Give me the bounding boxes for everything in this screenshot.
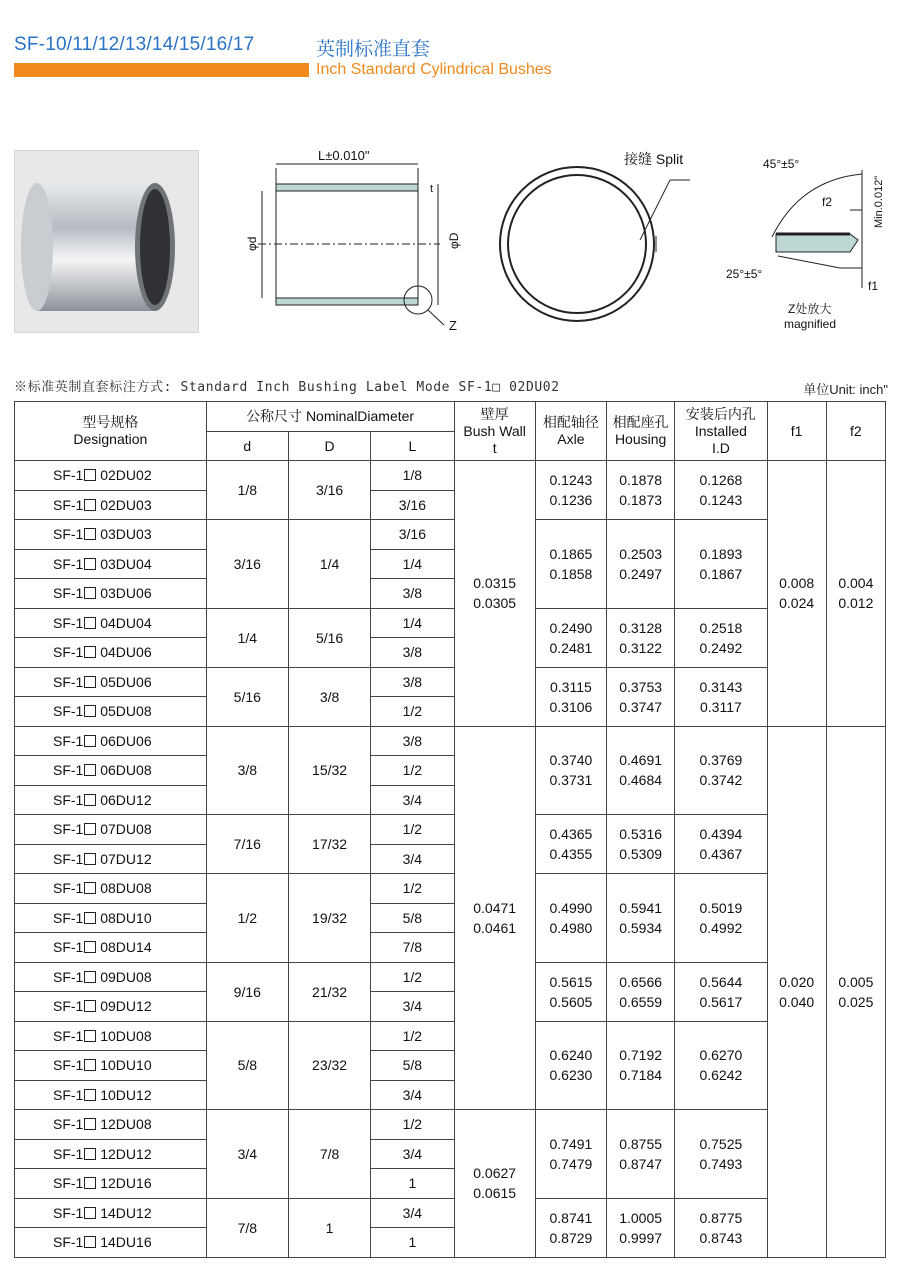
designation-cell: SF-1 08DU14 xyxy=(15,933,207,963)
split-label: 接缝 Split xyxy=(624,151,684,167)
placeholder-box-icon xyxy=(84,764,96,776)
header-axle: 相配轴径 Axle xyxy=(535,402,606,461)
housing-cell: 0.3753 0.3747 xyxy=(607,667,675,726)
installed-id-cell: 0.7525 0.7493 xyxy=(675,1110,767,1199)
placeholder-box-icon xyxy=(84,735,96,747)
designation-cell: SF-1 04DU06 xyxy=(15,638,207,668)
nominal-d-cell: 3/8 xyxy=(206,726,288,815)
designation-cell: SF-1 02DU03 xyxy=(15,490,207,520)
table-row xyxy=(15,1021,886,1051)
placeholder-box-icon xyxy=(84,941,96,953)
length-cell: 3/4 xyxy=(371,1198,454,1228)
label-mode-note: ※标准英制直套标注方式: Standard Inch Bushing Label Mode SF-1□ 02DU02 xyxy=(14,380,560,395)
installed-id-cell: 0.5644 0.5617 xyxy=(675,962,767,1021)
outer-diameter-label: φD xyxy=(447,232,461,249)
header-installed: 安装后内孔 Installed I.D xyxy=(675,402,767,461)
placeholder-box-icon xyxy=(84,823,96,835)
housing-cell: 0.5941 0.5934 xyxy=(607,874,675,963)
installed-id-cell: 0.2518 0.2492 xyxy=(675,608,767,667)
designation-cell: SF-1 03DU06 xyxy=(15,579,207,609)
nominal-d-cell: 1/8 xyxy=(206,461,288,520)
placeholder-box-icon xyxy=(84,882,96,894)
length-dimension: L±0.010" xyxy=(318,148,370,163)
designation-cell: SF-1 12DU08 xyxy=(15,1110,207,1140)
axle-cell: 0.6240 0.6230 xyxy=(535,1021,606,1110)
designation-cell: SF-1 03DU03 xyxy=(15,520,207,550)
nominal-d-cell: 5/16 xyxy=(206,667,288,726)
length-cell: 1/4 xyxy=(371,608,454,638)
housing-cell: 0.4691 0.4684 xyxy=(607,726,675,815)
nominal-D-cell: 5/16 xyxy=(288,608,370,667)
nominal-d-cell: 7/8 xyxy=(206,1198,288,1257)
length-cell: 1 xyxy=(371,1228,454,1258)
placeholder-box-icon xyxy=(84,499,96,511)
inner-diameter-label: φd xyxy=(245,236,259,251)
placeholder-box-icon xyxy=(84,1059,96,1071)
f1-cell: 0.008 0.024 xyxy=(767,461,826,727)
installed-id-cell: 0.4394 0.4367 xyxy=(675,815,767,874)
header-d: d xyxy=(206,432,288,461)
length-cell: 3/4 xyxy=(371,1080,454,1110)
length-cell: 7/8 xyxy=(371,933,454,963)
header-designation: 型号规格 Designation xyxy=(15,402,207,461)
length-cell: 1/4 xyxy=(371,549,454,579)
axle-cell: 0.4990 0.4980 xyxy=(535,874,606,963)
length-cell: 1/2 xyxy=(371,1021,454,1051)
axle-cell: 0.1243 0.1236 xyxy=(535,461,606,520)
length-cell: 3/4 xyxy=(371,785,454,815)
length-cell: 3/4 xyxy=(371,992,454,1022)
length-cell: 3/4 xyxy=(371,844,454,874)
designation-cell: SF-1 07DU08 xyxy=(15,815,207,845)
length-cell: 1/2 xyxy=(371,815,454,845)
min-dimension-label: Min.0.012" xyxy=(873,175,885,228)
housing-cell: 0.6566 0.6559 xyxy=(607,962,675,1021)
placeholder-box-icon xyxy=(84,1030,96,1042)
header-f1: f1 xyxy=(767,402,826,461)
designation-cell: SF-1 08DU10 xyxy=(15,903,207,933)
f2-label: f2 xyxy=(822,195,833,209)
designation-cell: SF-1 10DU12 xyxy=(15,1080,207,1110)
length-cell: 3/16 xyxy=(371,490,454,520)
placeholder-box-icon xyxy=(84,1118,96,1130)
header-D: D xyxy=(288,432,370,461)
table-row xyxy=(15,461,886,491)
nominal-d-cell: 9/16 xyxy=(206,962,288,1021)
table-row xyxy=(15,667,886,697)
housing-cell: 0.8755 0.8747 xyxy=(607,1110,675,1199)
length-cell: 1/2 xyxy=(371,1110,454,1140)
length-cell: 1/2 xyxy=(371,756,454,786)
placeholder-box-icon xyxy=(84,1177,96,1189)
table-row xyxy=(15,520,886,550)
nominal-d-cell: 5/8 xyxy=(206,1021,288,1110)
technical-drawing xyxy=(0,140,900,340)
nominal-D-cell: 1/4 xyxy=(288,520,370,609)
placeholder-box-icon xyxy=(84,558,96,570)
designation-cell: SF-1 04DU04 xyxy=(15,608,207,638)
nominal-D-cell: 17/32 xyxy=(288,815,370,874)
placeholder-box-icon xyxy=(84,646,96,658)
designation-cell: SF-1 06DU12 xyxy=(15,785,207,815)
placeholder-box-icon xyxy=(84,912,96,924)
designation-cell: SF-1 06DU06 xyxy=(15,726,207,756)
length-cell: 3/8 xyxy=(371,638,454,668)
placeholder-box-icon xyxy=(84,528,96,540)
table-row xyxy=(15,1110,886,1140)
nominal-D-cell: 7/8 xyxy=(288,1110,370,1199)
angle-bottom-label: 25°±5° xyxy=(726,267,763,281)
length-cell: 3/8 xyxy=(371,726,454,756)
f2-cell: 0.004 0.012 xyxy=(826,461,885,727)
designation-cell: SF-1 09DU08 xyxy=(15,962,207,992)
table-row xyxy=(15,726,886,756)
bush-wall-cell: 0.0627 0.0615 xyxy=(454,1110,535,1258)
installed-id-cell: 0.5019 0.4992 xyxy=(675,874,767,963)
placeholder-box-icon xyxy=(84,1236,96,1248)
placeholder-box-icon xyxy=(84,971,96,983)
f1-label: f1 xyxy=(868,279,879,293)
detail-z-label: Z xyxy=(449,318,457,333)
header-bush-wall: 壁厚 Bush Wall t xyxy=(454,402,535,461)
length-cell: 3/8 xyxy=(371,579,454,609)
designation-cell: SF-1 10DU08 xyxy=(15,1021,207,1051)
length-cell: 1/2 xyxy=(371,697,454,727)
chinese-title: 英制标准直套 xyxy=(316,39,431,60)
placeholder-box-icon xyxy=(84,1207,96,1219)
housing-cell: 0.5316 0.5309 xyxy=(607,815,675,874)
unit-note: 单位Unit: inch" xyxy=(803,382,888,397)
designation-cell: SF-1 10DU10 xyxy=(15,1051,207,1081)
table-row xyxy=(15,815,886,845)
designation-cell: SF-1 02DU02 xyxy=(15,461,207,491)
installed-id-cell: 0.1893 0.1867 xyxy=(675,520,767,609)
length-cell: 1 xyxy=(371,1169,454,1199)
english-subtitle: Inch Standard Cylindrical Bushes xyxy=(316,61,552,78)
nominal-D-cell: 15/32 xyxy=(288,726,370,815)
designation-cell: SF-1 07DU12 xyxy=(15,844,207,874)
z-magnified-en: magnified xyxy=(784,317,837,331)
designation-cell: SF-1 08DU08 xyxy=(15,874,207,904)
spec-table xyxy=(14,401,886,1258)
designation-cell: SF-1 12DU12 xyxy=(15,1139,207,1169)
length-cell: 3/8 xyxy=(371,667,454,697)
axle-cell: 0.4365 0.4355 xyxy=(535,815,606,874)
length-cell: 1/8 xyxy=(371,461,454,491)
placeholder-box-icon xyxy=(84,1089,96,1101)
housing-cell: 0.7192 0.7184 xyxy=(607,1021,675,1110)
axle-cell: 0.3115 0.3106 xyxy=(535,667,606,726)
f2-cell: 0.005 0.025 xyxy=(826,726,885,1257)
nominal-D-cell: 3/8 xyxy=(288,667,370,726)
designation-cell: SF-1 09DU12 xyxy=(15,992,207,1022)
installed-id-cell: 0.8775 0.8743 xyxy=(675,1198,767,1257)
nominal-D-cell: 23/32 xyxy=(288,1021,370,1110)
placeholder-box-icon xyxy=(84,853,96,865)
nominal-d-cell: 1/4 xyxy=(206,608,288,667)
axle-cell: 0.5615 0.5605 xyxy=(535,962,606,1021)
designation-cell: SF-1 12DU16 xyxy=(15,1169,207,1199)
header-housing: 相配座孔 Housing xyxy=(607,402,675,461)
designation-cell: SF-1 14DU12 xyxy=(15,1198,207,1228)
nominal-D-cell: 21/32 xyxy=(288,962,370,1021)
header-f2: f2 xyxy=(826,402,885,461)
installed-id-cell: 0.6270 0.6242 xyxy=(675,1021,767,1110)
nominal-d-cell: 1/2 xyxy=(206,874,288,963)
placeholder-box-icon xyxy=(84,469,96,481)
axle-cell: 0.7491 0.7479 xyxy=(535,1110,606,1199)
table-row xyxy=(15,874,886,904)
nominal-D-cell: 3/16 xyxy=(288,461,370,520)
designation-cell: SF-1 03DU04 xyxy=(15,549,207,579)
series-title: SF-10/11/12/13/14/15/16/17 xyxy=(14,34,255,55)
designation-cell: SF-1 05DU08 xyxy=(15,697,207,727)
bush-wall-cell: 0.0315 0.0305 xyxy=(454,461,535,727)
designation-cell: SF-1 05DU06 xyxy=(15,667,207,697)
length-cell: 1/2 xyxy=(371,874,454,904)
housing-cell: 0.3128 0.3122 xyxy=(607,608,675,667)
housing-cell: 1.0005 0.9997 xyxy=(607,1198,675,1257)
length-cell: 3/16 xyxy=(371,520,454,550)
table-row xyxy=(15,962,886,992)
table-row xyxy=(15,608,886,638)
f1-cell: 0.020 0.040 xyxy=(767,726,826,1257)
nominal-d-cell: 3/4 xyxy=(206,1110,288,1199)
header-L: L xyxy=(371,432,454,461)
placeholder-box-icon xyxy=(84,676,96,688)
nominal-D-cell: 19/32 xyxy=(288,874,370,963)
nominal-d-cell: 7/16 xyxy=(206,815,288,874)
length-cell: 5/8 xyxy=(371,903,454,933)
nominal-D-cell: 1 xyxy=(288,1198,370,1257)
angle-top-label: 45°±5° xyxy=(763,157,800,171)
spec-table-body xyxy=(15,461,886,1258)
z-magnified-cn: Z处放大 xyxy=(788,302,832,316)
axle-cell: 0.2490 0.2481 xyxy=(535,608,606,667)
placeholder-box-icon xyxy=(84,705,96,717)
axle-cell: 0.8741 0.8729 xyxy=(535,1198,606,1257)
header-nominal: 公称尺寸 NominalDiameter xyxy=(206,402,454,432)
housing-cell: 0.2503 0.2497 xyxy=(607,520,675,609)
placeholder-box-icon xyxy=(84,1000,96,1012)
designation-cell: SF-1 06DU08 xyxy=(15,756,207,786)
placeholder-box-icon xyxy=(84,587,96,599)
installed-id-cell: 0.3769 0.3742 xyxy=(675,726,767,815)
table-row xyxy=(15,1198,886,1228)
designation-cell: SF-1 14DU16 xyxy=(15,1228,207,1258)
placeholder-box-icon xyxy=(84,617,96,629)
length-cell: 1/2 xyxy=(371,962,454,992)
placeholder-box-icon xyxy=(84,794,96,806)
axle-cell: 0.1865 0.1858 xyxy=(535,520,606,609)
orange-accent-bar xyxy=(14,63,309,77)
bush-wall-cell: 0.0471 0.0461 xyxy=(454,726,535,1110)
nominal-d-cell: 3/16 xyxy=(206,520,288,609)
installed-id-cell: 0.3143 0.3117 xyxy=(675,667,767,726)
length-cell: 5/8 xyxy=(371,1051,454,1081)
installed-id-cell: 0.1268 0.1243 xyxy=(675,461,767,520)
thickness-label: t xyxy=(430,183,434,195)
housing-cell: 0.1878 0.1873 xyxy=(607,461,675,520)
axle-cell: 0.3740 0.3731 xyxy=(535,726,606,815)
placeholder-box-icon xyxy=(84,1148,96,1160)
length-cell: 3/4 xyxy=(371,1139,454,1169)
